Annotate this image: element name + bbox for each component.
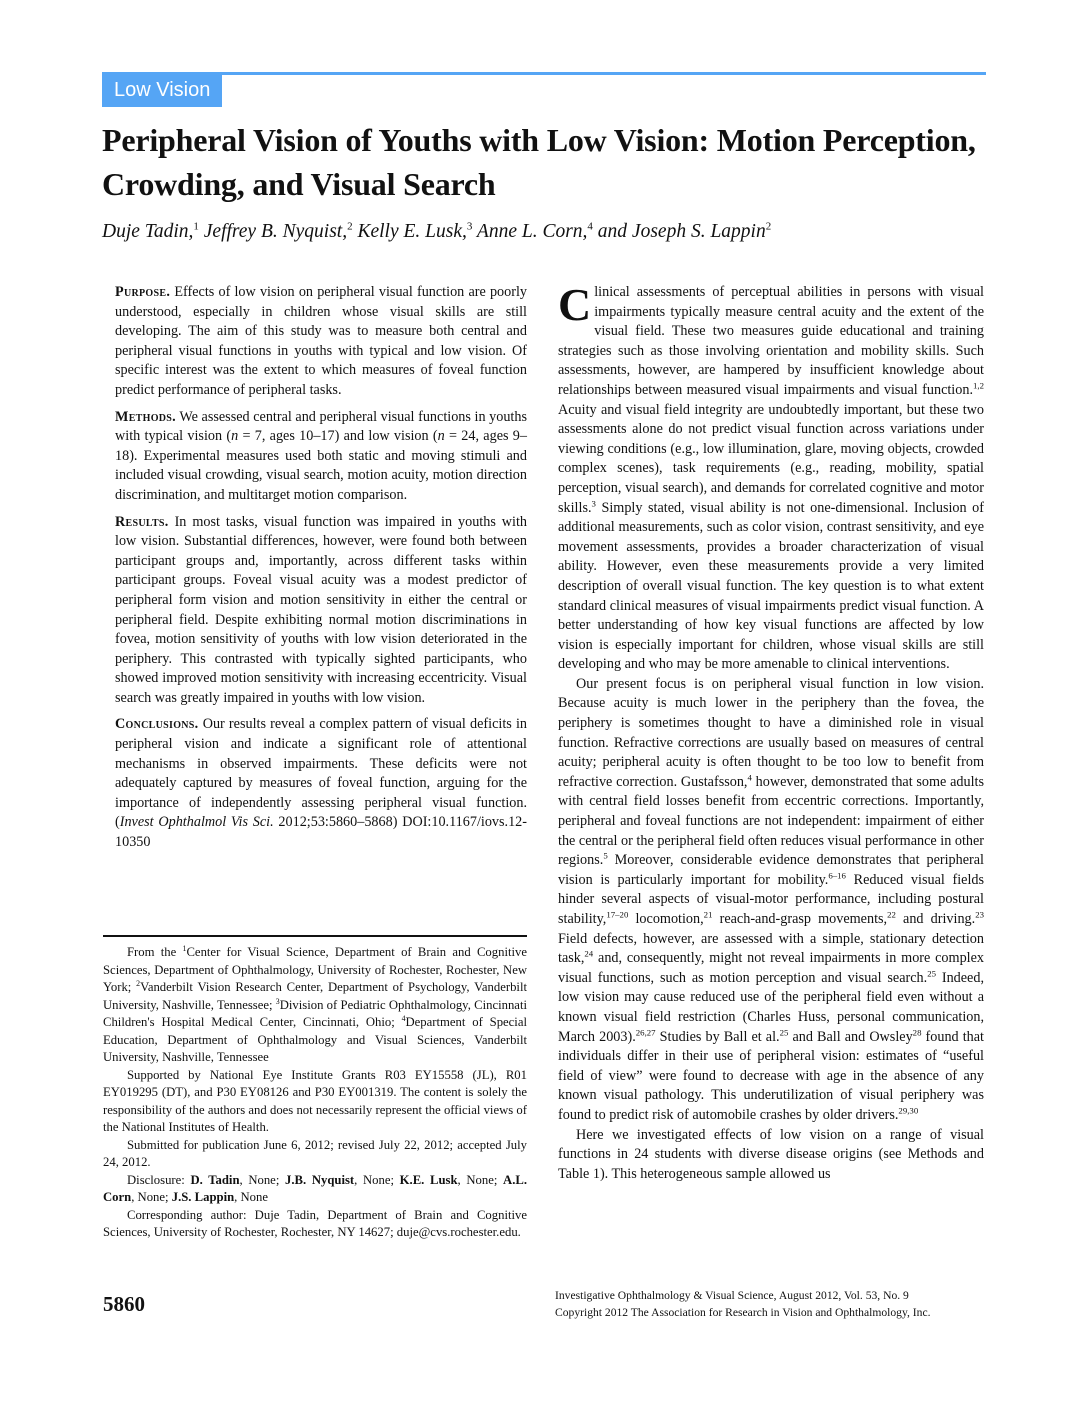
- footnote-corresponding: Corresponding author: Duje Tadin, Department of Brain and Cognitive Sciences, University of Rochester, Rochester, NY 14627; duje@cvs.rochester.edu.: [103, 1207, 527, 1239]
- disclosure-value: , None: [234, 1190, 268, 1204]
- footnote-text: Department of Special Education, Department of Ophthalmology and Visual Sciences, Vanderbilt University, Nashville, Tennessee: [103, 1015, 527, 1064]
- disclosure-name: A.L. Corn: [103, 1172, 527, 1204]
- math-n: n: [437, 428, 445, 445]
- body-text-run: reach-and-grasp movements,: [712, 911, 888, 927]
- citation-journal: Invest Ophthalmol Vis Sci.: [119, 814, 274, 831]
- footnote-text: From the: [127, 945, 183, 959]
- page-number: 5860: [103, 1292, 145, 1316]
- body-text-run: and Ball and Owsley: [788, 1028, 913, 1045]
- disclosure-name: J.S. Lappin: [171, 1190, 235, 1204]
- footnote-submitted: Submitted for publication June 6, 2012; revised July 22, 2012; accepted July 24, 2012.: [103, 1137, 527, 1169]
- footnote-divider: [103, 935, 527, 937]
- affiliation-mark: 2: [765, 220, 772, 233]
- abstract-label: Methods.: [115, 408, 177, 425]
- reference-mark[interactable]: 6–16: [828, 870, 846, 881]
- reference-mark[interactable]: 22: [887, 909, 896, 920]
- body-text-run: Acuity and visual field integrity are undoubtedly important, but these two assessments alone do not predict visual function across variations under viewing conditions (e.g., low illumination, glare, moving objects, crowded complex scenes), task requirements (e.g., reading, mobility, spatial perception, visual search), and demands for correlated cognitive and motor skills.: [558, 401, 984, 516]
- body-paragraph: [558, 279, 984, 675]
- abstract-label: Results.: [115, 513, 169, 530]
- body-text-run: found that individuals differ in their use of peripheral vision: estimates of “useful field of view” were found to decrease with age in the absence of any known visual pathology. This underutilization of visual periphery was found to predict risk of automobile crashes by older drivers.: [558, 1028, 984, 1123]
- abstract-text: Effects of low vision on peripheral visual function are poorly understood, especially in children whose visual skills are still developing. The aim of this study was to measure both central and peripheral visual functions in youths with typical and low vision. Of specific interest was the extent to which measures of foveal function predict performance of peripheral tasks.: [115, 284, 527, 398]
- abstract-text: = 24, ages 9–18). Experimental measures used both static and moving stimuli and included visual crowding, visual search, motion acuity, motion direction discrimination, and multitarget motion comparison.: [115, 428, 527, 503]
- body-text-run: Field defects, however, are assessed with a simple, stationary detection task,: [558, 930, 984, 967]
- body-text-run: Simply stated, visual ability is not one-dimensional. Inclusion of additional measurements, such as color vision, contrast sensitivity, and eye movement assessments, provides a broader characterization of visual ability. However, even these measurements provide a very limited description of overall visual function. The key question is to what extent standard clinical measures of visual impairments predict visual function. A better understanding of how key visual functions are affected by low vision is especially important for children, whose visual skills are still developing and who may be more amenable to clinical interventions.: [558, 499, 984, 673]
- abstract-text: = 7, ages 10–17) and low vision (: [238, 428, 438, 445]
- reference-mark[interactable]: 26,27: [635, 1026, 656, 1037]
- author: and Joseph S. Lappin: [597, 221, 766, 242]
- reference-mark[interactable]: 17–20: [606, 909, 629, 920]
- disclosure-name: D. Tadin: [190, 1172, 240, 1187]
- footnotes: [103, 944, 527, 1242]
- body-text-run: linical assessments of perceptual abilities in persons with visual impairments typically measure central acuity and the extent of the visual field. These two measures guide educational and training strategies such as those involving orientation and mobility skills. Such assessments, however, are hampered by insufficient knowledge about relationships between measured visual impairments and visual function.: [558, 284, 984, 398]
- footnote-affiliations: [103, 944, 527, 1067]
- affiliation-mark: 3: [466, 220, 473, 233]
- body-paragraph: [558, 675, 984, 1126]
- reference-mark[interactable]: 25: [779, 1026, 789, 1037]
- journal-info: [555, 1287, 995, 1321]
- article-title: Peripheral Vision of Youths with Low Vision: Motion Perception, Crowding, and Visual Search: [102, 122, 976, 202]
- footnote-text: Center for Visual Science, Department of Brain and Cognitive Sciences, Department of Ophthalmology, University of Rochester, Rochester, New York;: [103, 945, 527, 994]
- author: Kelly E. Lusk,: [357, 221, 467, 242]
- journal-line: Investigative Ophthalmology & Visual Science, August 2012, Vol. 53, No. 9: [555, 1289, 909, 1302]
- reference-mark[interactable]: 24: [584, 948, 594, 959]
- author: Jeffrey B. Nyquist,: [203, 221, 348, 242]
- disclosure-value: , None;: [457, 1172, 504, 1187]
- reference-mark[interactable]: 25: [927, 968, 936, 979]
- reference-mark[interactable]: 29,30: [898, 1105, 919, 1116]
- reference-mark[interactable]: 28: [912, 1026, 922, 1037]
- disclosure-value: , None;: [239, 1172, 286, 1187]
- abstract-methods: [115, 408, 527, 506]
- affiliation-mark: 1: [193, 220, 199, 233]
- abstract: [115, 283, 527, 860]
- abstract-purpose: [115, 283, 527, 401]
- body-text-run: Moreover, considerable evidence demonstrates that peripheral vision is particularly important for mobility.: [558, 852, 984, 888]
- copyright-line: Copyright 2012 The Association for Research in Vision and Ophthalmology, Inc.: [555, 1306, 931, 1319]
- reference-mark[interactable]: 21: [703, 909, 713, 920]
- abstract-text: We assessed central and peripheral visual functions in youths with typical vision (: [115, 408, 527, 445]
- section-header-rule: [102, 72, 986, 75]
- body-text-run: and, consequently, might not reveal impairments in more complex visual functions, such as motion perception and visual search.: [558, 950, 984, 986]
- drop-cap: C: [558, 279, 592, 330]
- disclosure-name: J.B. Nyquist: [285, 1172, 355, 1187]
- reference-mark[interactable]: 1,2: [973, 380, 984, 391]
- abstract-label: Purpose.: [115, 284, 171, 300]
- abstract-label: Conclusions.: [115, 716, 199, 733]
- abstract-text: Our results reveal a complex pattern of visual deficits in peripheral vision and indicate a significant role of attentional mechanisms in observed impairments. These deficits were not adequately captured by measures of foveal function, arguing for the importance of independently assessing peripheral visual function. (: [115, 716, 527, 831]
- footnote-disclosure: [103, 1172, 527, 1207]
- reference-mark[interactable]: 4: [747, 772, 752, 783]
- body-text: [558, 279, 985, 1184]
- author: Duje Tadin,: [102, 221, 194, 242]
- body-text-run: Indeed, low vision may cause reduced use of the peripheral field even without a known visual field restriction (Charles Huss, personal communication, March 2003).: [558, 969, 984, 1045]
- body-text-run: locomotion,: [628, 911, 704, 927]
- affiliation-mark: 2: [347, 220, 353, 233]
- affiliation-mark: 4: [587, 220, 593, 233]
- affiliation-mark: 4: [401, 1013, 406, 1023]
- reference-mark[interactable]: 3: [591, 497, 596, 508]
- reference-mark[interactable]: 23: [975, 909, 984, 920]
- author-list: [102, 220, 982, 244]
- math-n: n: [231, 428, 239, 445]
- disclosure-label: Disclosure:: [127, 1172, 191, 1187]
- abstract-results: [115, 513, 527, 709]
- reference-mark[interactable]: 5: [603, 850, 608, 861]
- citation-doi[interactable]: 2012;53:5860–5868) DOI:10.1167/iovs.12-10350: [115, 814, 527, 851]
- disclosure-name: K.E. Lusk: [399, 1172, 458, 1187]
- body-text-run: however, demonstrated that some adults with central field losses benefit from eccentric corrections. Importantly, peripheral and foveal functions are not independent: impairment of either the central or the peripheral field often reduces visual performance in other regions.: [558, 773, 984, 869]
- body-text-run: and driving.: [895, 911, 976, 927]
- affiliation-mark: 1: [182, 943, 187, 953]
- affiliation-mark: 3: [275, 996, 280, 1006]
- body-text-run: Our present focus is on peripheral visual function in low vision. Because acuity is much lower in the periphery than the fovea, the periphery is sometimes thought to have a diminished role in visual function. Refractive corrections are usually based on measures of central acuity; peripheral acuity is often thought to be too low to benefit from refractive correction. Gustafsson,: [558, 675, 984, 790]
- body-text-run: Studies by Ball et al.: [655, 1028, 780, 1045]
- disclosure-value: , None;: [131, 1190, 172, 1204]
- abstract-conclusions: [115, 715, 527, 852]
- body-text-run: Reduced visual fields hinder several aspects of visual-motor performance, including postural stability,: [558, 871, 985, 927]
- footnote-text: Vanderbilt Vision Research Center, Department of Psychology, Vanderbilt University, Nashville, Tennessee;: [103, 980, 527, 1012]
- footnote-text: Division of Pediatric Ophthalmology, Cincinnati Children's Hospital Medical Center, Cincinnati, Ohio;: [103, 997, 527, 1029]
- disclosure-value: , None;: [354, 1172, 400, 1187]
- footnote-support: Supported by National Eye Institute Grants R03 EY15558 (JL), R01 EY019295 (DT), and P30 EY08126 and P30 EY001319. The content is solely the responsibility of the authors and does not necessarily represent the official views of the National Institutes of Health.: [103, 1067, 527, 1134]
- section-tag: Low Vision: [102, 74, 222, 107]
- author: Anne L. Corn,: [476, 221, 588, 242]
- affiliation-mark: 2: [136, 978, 141, 988]
- body-paragraph: Here we investigated effects of low vision on a range of visual functions in 24 students with diverse disease origins (see Methods and Table 1). This heterogeneous sample allowed us: [558, 1126, 984, 1182]
- abstract-text: In most tasks, visual function was impaired in youths with low vision. Substantial differences, however, were found both between participant groups and, importantly, across different tasks within participant groups. Foveal visual acuity was a modest predictor of peripheral form vision and motion sensitivity in either the central or peripheral field. Despite exhibiting normal motion discriminations in fovea, motion sensitivity of youths with low vision deteriorated in the periphery. This contrasted with typically sighted participants, who showed improved motion sensitivity with increasing eccentricity. Visual search was greatly impaired in youths with low vision.: [115, 513, 528, 706]
